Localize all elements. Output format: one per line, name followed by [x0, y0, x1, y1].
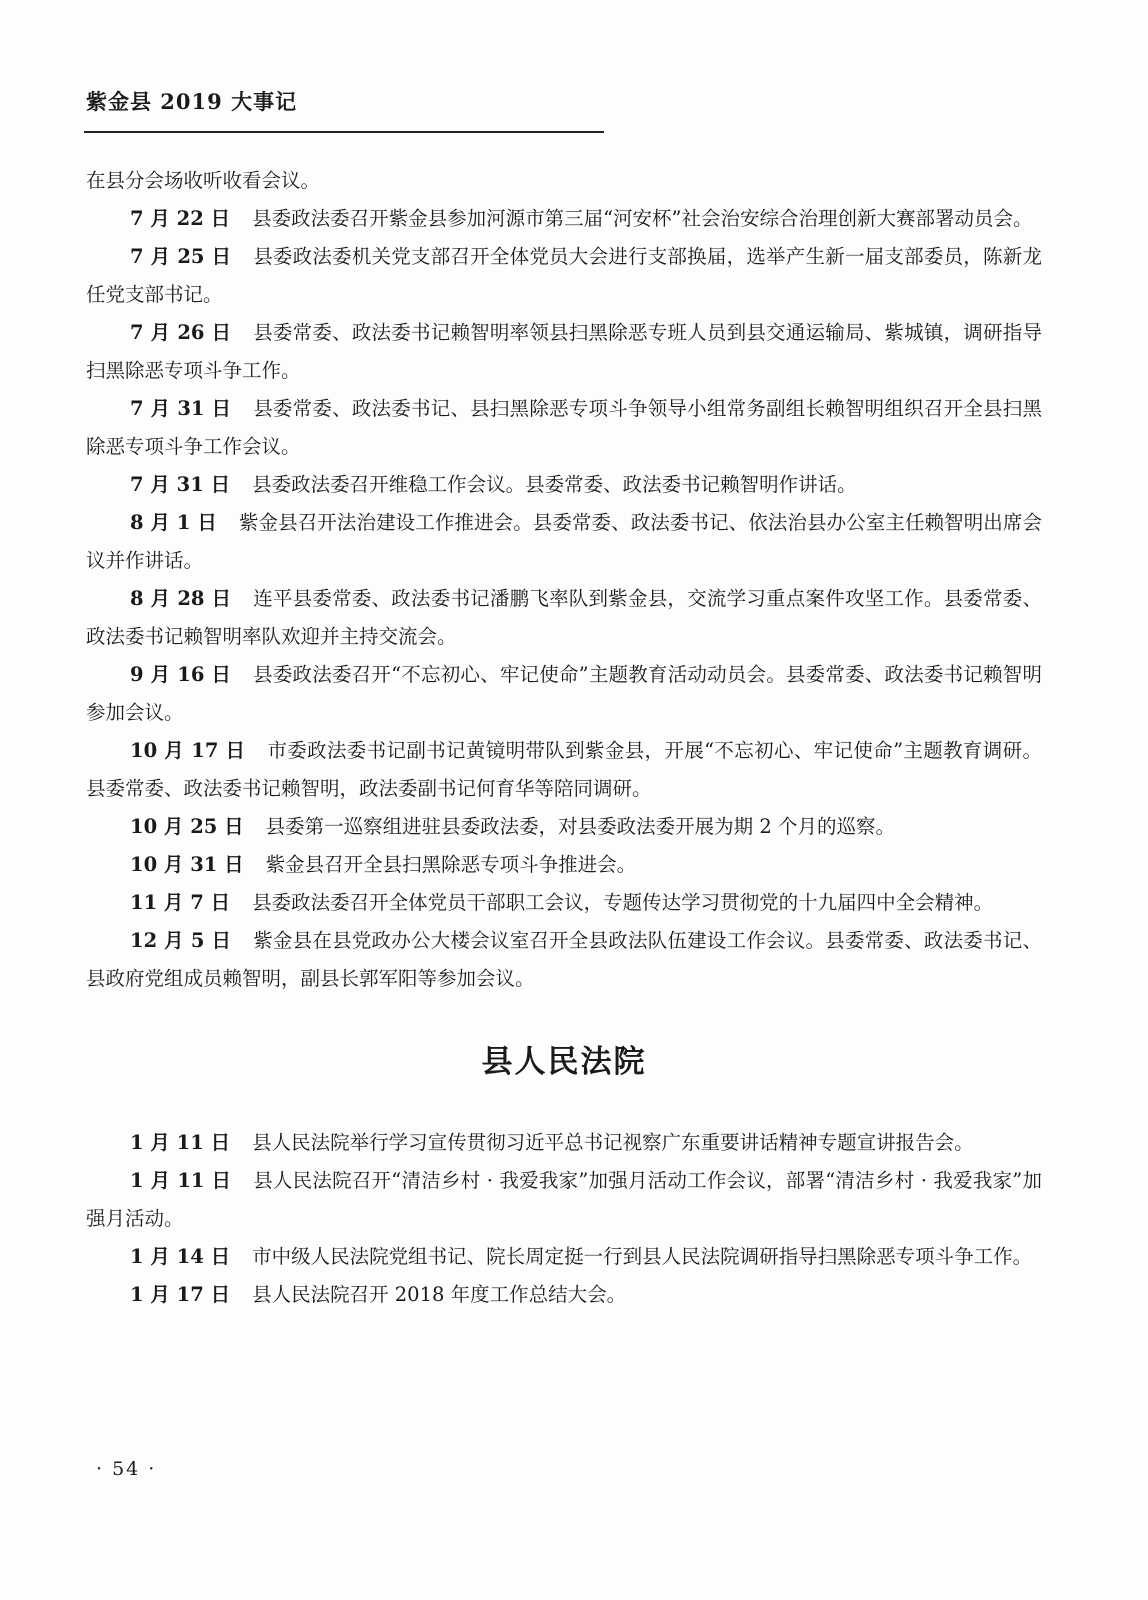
events-list-court	[86, 1124, 1042, 1314]
event-date: 9 月 16 日	[130, 663, 232, 686]
event-entry	[86, 200, 1042, 238]
event-text: 紫金县召开法治建设工作推进会。县委常委、政法委书记、依法治县办公室主任赖智明出席会议并作讲话。	[86, 511, 1042, 572]
event-text: 紫金县召开全县扫黑除恶专项斗争推进会。	[265, 853, 637, 876]
events-list-political-legal	[86, 200, 1042, 998]
event-text: 县委常委、政法委书记赖智明率领县扫黑除恶专班人员到县交通运输局、紫城镇，调研指导扫黑除恶专项斗争工作。	[86, 321, 1042, 382]
event-text: 县人民法院举行学习宣传贯彻习近平总书记视察广东重要讲话精神专题宣讲报告会。	[252, 1131, 974, 1154]
event-text: 紫金县在县党政办公大楼会议室召开全县政法队伍建设工作会议。县委常委、政法委书记、县政府党组成员赖智明，副县长郭军阳等参加会议。	[86, 929, 1042, 990]
event-date: 10 月 17 日	[130, 739, 246, 762]
event-entry	[86, 1238, 1042, 1276]
page-number: · 54 ·	[96, 1458, 157, 1480]
event-text: 县委政法委召开维稳工作会议。县委常委、政法委书记赖智明作讲话。	[252, 473, 857, 496]
event-text: 县委常委、政法委书记、县扫黑除恶专项斗争领导小组常务副组长赖智明组织召开全县扫黑除恶专项斗争工作会议。	[86, 397, 1042, 458]
continued-text: 在县分会场收听收看会议。	[86, 169, 321, 192]
event-date: 12 月 5 日	[130, 929, 232, 952]
event-date: 10 月 25 日	[130, 815, 244, 838]
event-date: 11 月 7 日	[130, 891, 231, 914]
event-date: 7 月 25 日	[130, 245, 232, 268]
event-text: 县委政法委召开“不忘初心、牢记使命”主题教育活动动员会。县委常委、政法委书记赖智明参加会议。	[86, 663, 1042, 724]
event-date: 1 月 14 日	[130, 1245, 231, 1268]
event-date: 7 月 31 日	[130, 397, 232, 420]
event-entry	[86, 1276, 1042, 1314]
event-date: 7 月 22 日	[130, 207, 231, 230]
section-title: 县人民法院	[481, 1044, 647, 1080]
event-text: 县委政法委机关党支部召开全体党员大会进行支部换届，选举产生新一届支部委员，陈新龙任党支部书记。	[86, 245, 1042, 306]
event-entry	[86, 504, 1042, 580]
event-text: 连平县委常委、政法委书记潘鹏飞率队到紫金县，交流学习重点案件攻坚工作。县委常委、政法委书记赖智明率队欢迎并主持交流会。	[86, 587, 1042, 648]
event-entry	[86, 884, 1042, 922]
event-entry	[86, 732, 1042, 808]
event-entry	[86, 390, 1042, 466]
event-text: 县委第一巡察组进驻县委政法委，对县委政法委开展为期 2 个月的巡察。	[265, 815, 895, 838]
event-date: 1 月 11 日	[130, 1131, 231, 1154]
event-date: 8 月 1 日	[130, 511, 217, 534]
header-rule	[84, 131, 604, 133]
event-date: 7 月 31 日	[130, 473, 231, 496]
event-entry	[86, 846, 1042, 884]
event-entry	[86, 1162, 1042, 1238]
event-entry	[86, 238, 1042, 314]
event-date: 1 月 11 日	[130, 1169, 232, 1192]
event-text: 市委政法委书记副书记黄镜明带队到紫金县，开展“不忘初心、牢记使命”主题教育调研。县委常委、政法委书记赖智明，政法委副书记何育华等陪同调研。	[86, 739, 1042, 800]
event-text: 县委政法委召开紫金县参加河源市第三届“河安杯”社会治安综合治理创新大赛部署动员会。	[252, 207, 1033, 230]
running-header: 紫金县 2019 大事记	[86, 89, 298, 114]
event-text: 县人民法院召开 2018 年度工作总结大会。	[252, 1283, 627, 1306]
event-entry	[86, 656, 1042, 732]
event-date: 7 月 26 日	[130, 321, 232, 344]
event-text: 县人民法院召开“清洁乡村 · 我爱我家”加强月活动工作会议，部署“清洁乡村 · 我爱我家”加强月活动。	[86, 1169, 1042, 1230]
event-entry	[86, 922, 1042, 998]
event-entry	[86, 466, 1042, 504]
event-date: 8 月 28 日	[130, 587, 232, 610]
event-entry	[86, 314, 1042, 390]
event-text: 市中级人民法院党组书记、院长周定挺一行到县人民法院调研指导扫黑除恶专项斗争工作。	[252, 1245, 1033, 1268]
event-entry	[86, 1124, 1042, 1162]
event-date: 10 月 31 日	[130, 853, 244, 876]
page-body	[86, 162, 1042, 1314]
event-text: 县委政法委召开全体党员干部职工会议，专题传达学习贯彻党的十九届四中全会精神。	[252, 891, 994, 914]
event-entry	[86, 580, 1042, 656]
event-date: 1 月 17 日	[130, 1283, 231, 1306]
event-entry	[86, 808, 1042, 846]
